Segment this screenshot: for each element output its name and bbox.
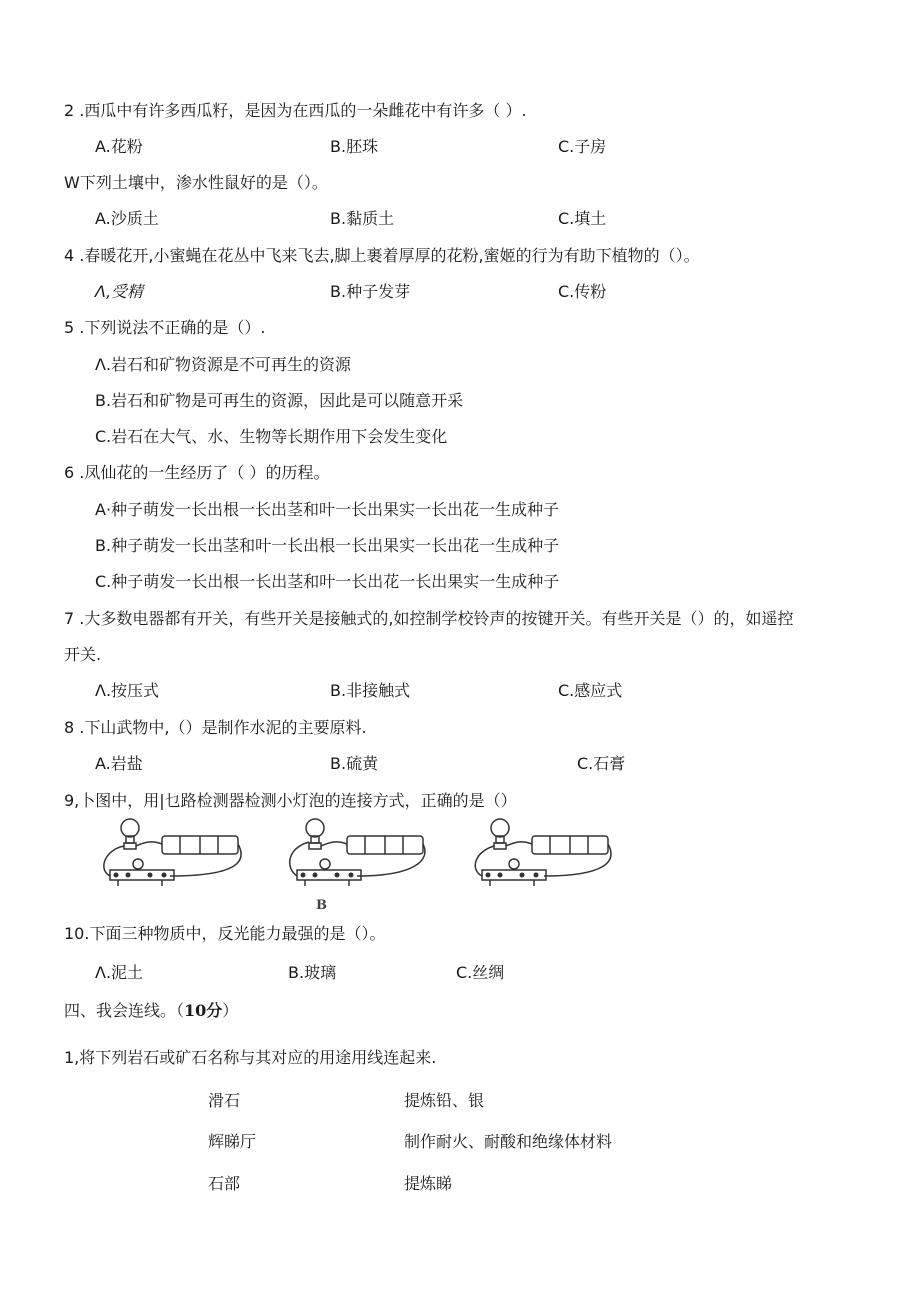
question-2-option-c: C.子房 [558,137,607,156]
question-4-option-b: B.种子发芽 [330,282,411,301]
question-3-option-c: C.填土 [558,209,607,228]
question-4-option-c: C.传粉 [558,282,607,301]
question-2-stem: 2 .西瓜中有许多西瓜籽，是因为在西瓜的一朵雌花中有许多（ ）. [64,101,527,120]
question-2-option-b: B.胚珠 [330,137,379,156]
question-2-option-a: A.花粉 [95,137,143,156]
question-7-option-a: Λ.按压式 [95,681,160,700]
question-7-option-c: C.感应式 [558,681,623,700]
question-4-stem: 4 .春暖花开,小蜜蝇在花丛中飞来飞去,脚上裹着厚厚的花粉,蜜姬的行为有助下植物的（）。 [64,246,700,265]
question-4-option-a: Λ,受精 [95,282,144,301]
question-5-option-b: B.岩石和矿物是可再生的资源，因此是可以随意开采 [95,391,464,410]
question-9-stem: 9,卜图中，用|乜路检测器检测小灯泡的连接方式，正确的是（） [64,791,517,810]
section-4-instruction: 1,将下列岩石或矿石名称与其对应的用途用线连起来. [64,1048,437,1067]
question-3-option-a: A.沙质土 [95,209,159,228]
question-8-option-c: C.石膏 [577,754,626,773]
match-left-item: 辉睇厅 [208,1132,257,1151]
question-8-option-b: B.硫黄 [330,754,379,773]
question-6-option-b: B.种子萌发一长出茎和叶一长出根一长出果实一长出花一生成种子 [95,536,560,555]
question-7-stem-continued: 开关. [64,645,102,664]
section-4-title-text: 四、我会连线。（ [64,1001,185,1020]
match-left-item: 石部 [208,1174,241,1193]
question-5-stem: 5 .下列说法不正确的是（）. [64,318,266,337]
question-10-option-c: C.丝绸 [456,963,505,982]
question-5-option-c: C.岩石在大气、水、生物等长期作用下会发生变化 [95,427,448,446]
section-4-title [64,1000,238,1022]
match-right-item: 提炼铅、银 [404,1091,485,1110]
question-10-option-b: B.玻璃 [288,963,337,982]
question-8-option-a: A.岩盐 [95,754,143,773]
question-5-option-a: Λ.岩石和矿物资源是不可再生的资源 [95,355,352,374]
circuit-diagram-b [285,812,430,892]
question-7-option-b: B.非接触式 [330,681,411,700]
circuit-label-b: B [316,898,327,913]
question-6-option-a: A·种子萌发一长出根一长出茎和叶一长出果实一长出花一生成种子 [95,500,560,519]
section-4-points: 10分 [184,1001,223,1020]
question-7-stem: 7 .大多数电器都有开关，有些开关是接触式的,如控制学校铃声的按键开关。有些开关是（）的，如遥控 [64,609,794,628]
question-6-option-c: C.种子萌发一长出根一长出茎和叶一长出花一长出果实一生成种子 [95,572,560,591]
question-8-stem: 8 .下山武物中,（）是制作水泥的主要原料. [64,718,367,737]
circuit-diagram-a [100,812,245,892]
circuit-diagram-c [470,812,615,892]
section-4-title-close: ） [222,1001,239,1020]
question-3-option-b: B.黏质土 [330,209,395,228]
question-6-stem: 6 .凤仙花的一生经历了（ ）的历程。 [64,463,330,482]
question-3-stem: W下列土壤中，渗水性鼠好的是（）。 [64,173,328,192]
question-10-stem: 10.下面三种物质中，反光能力最强的是（）。 [64,924,386,943]
match-left-item: 滑石 [208,1091,241,1110]
match-right-item: 提炼睇 [404,1174,453,1193]
question-10-option-a: Λ.泥土 [95,963,144,982]
match-right-item: 制作耐火、耐酸和绝缘体材料 [404,1132,613,1151]
